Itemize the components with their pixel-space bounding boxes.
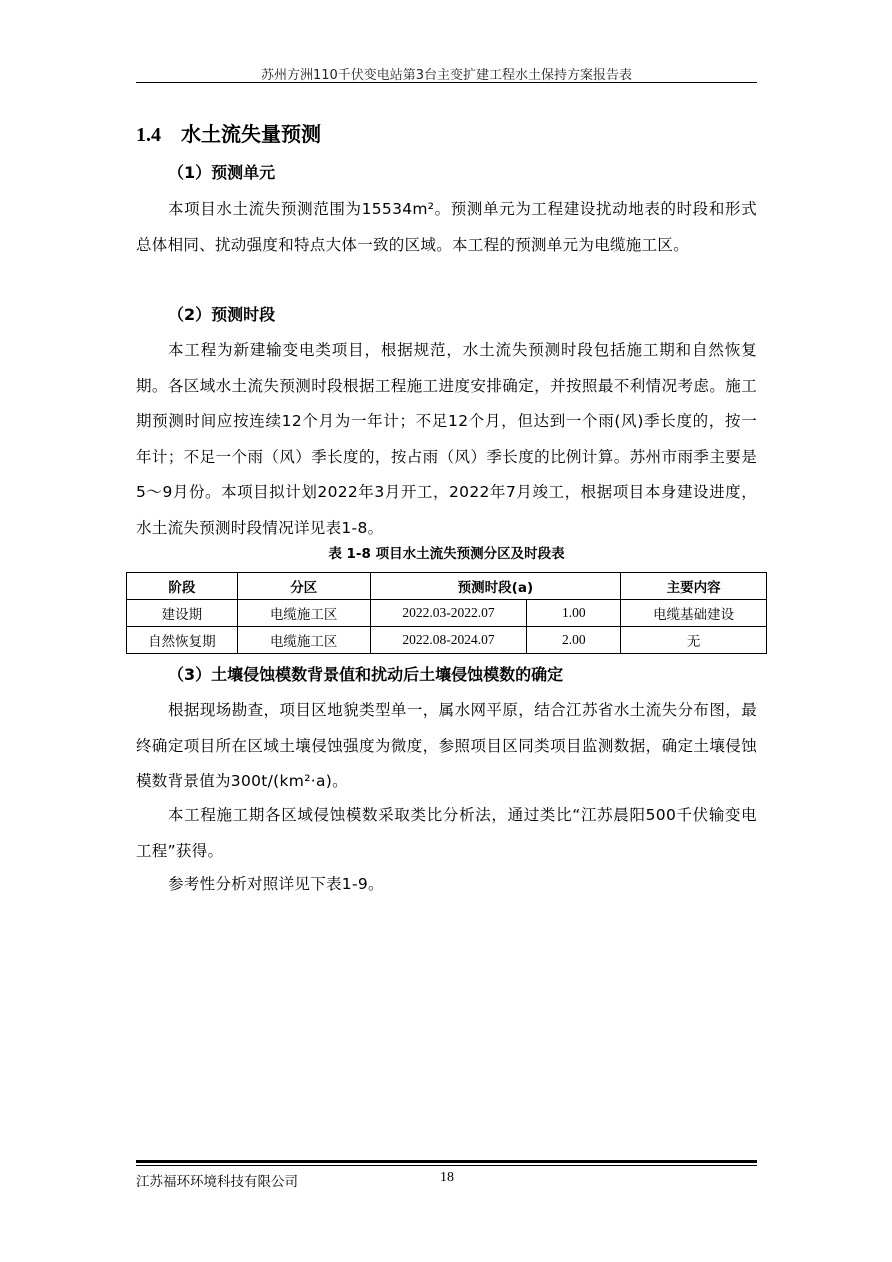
section-title: 水土流失量预测 [181,122,321,146]
subheading-erosion-modulus: （3）土壤侵蚀模数背景值和扰动后土壤侵蚀模数的确定 [168,665,564,684]
header-period: 预测时段(a) [370,573,621,600]
section-heading [136,118,321,147]
cell-zone: 电缆施工区 [237,627,370,654]
paragraph-erosion-background: 根据现场勘查，项目区地貌类型单一，属水网平原，结合江苏省水土流失分布图，最终确定项目所在区域土壤侵蚀强度为微度，参照项目区同类项目监测数据，确定土壤侵蚀模数背景值为300t/(km²·a)。 [136,701,757,790]
paragraph-reference-table: 参考性分析对照详见下表1-9。 [168,875,384,893]
footer-rule-thin [136,1165,757,1166]
header-stage: 阶段 [127,573,238,600]
table-row [127,600,767,627]
header-content: 主要内容 [621,573,767,600]
cell-zone: 电缆施工区 [237,600,370,627]
table-caption: 表 1-8 项目水土流失预测分区及时段表 [328,546,565,562]
header-zone: 分区 [237,573,370,600]
cell-date-range: 2022.03-2022.07 [370,600,527,627]
table-header-row [127,573,767,600]
footer-company: 江苏福环环境科技有限公司 [136,1174,298,1190]
cell-years: 1.00 [527,600,621,627]
cell-content: 无 [621,627,767,654]
cell-stage: 建设期 [127,600,238,627]
paragraph-erosion-analogy: 本工程施工期各区域侵蚀模数采取类比分析法，通过类比“江苏晨阳500千伏输变电工程”获得。 [136,806,757,860]
footer-rule-thick [136,1160,757,1163]
paragraph-prediction-period: 本工程为新建输变电类项目，根据规范，水土流失预测时段包括施工期和自然恢复期。各区域水土流失预测时段根据工程施工进度安排确定，并按照最不利情况考虑。施工期预测时间应按连续12个月为一年计；不足12个月，但达到一个雨(风)季长度的，按一年计；不足一个雨（风）季长度的，按占雨（风）季长度的比例计算。苏州市雨季主要是5～9月份。本项目拟计划2022年3月开工，2022年7月竣工，根据项目本身建设进度，水土流失预测时段情况详见表1-8。 [136,341,757,537]
page-header-title: 苏州方洲110千伏变电站第3台主变扩建工程水土保持方案报告表 [260,68,633,83]
section-number: 1.4 [136,124,161,146]
cell-stage: 自然恢复期 [127,627,238,654]
prediction-period-table [126,572,767,654]
page-number: 18 [440,1170,454,1185]
cell-date-range: 2022.08-2024.07 [370,627,527,654]
cell-years: 2.00 [527,627,621,654]
header-rule [136,82,757,83]
cell-content: 电缆基础建设 [621,600,767,627]
subheading-prediction-unit: （1）预测单元 [168,163,276,182]
subheading-prediction-period: （2）预测时段 [168,305,276,324]
table-row [127,627,767,654]
paragraph-prediction-unit: 本项目水土流失预测范围为15534m²。预测单元为工程建设扰动地表的时段和形式总体相同、扰动强度和特点大体一致的区域。本工程的预测单元为电缆施工区。 [136,200,757,254]
